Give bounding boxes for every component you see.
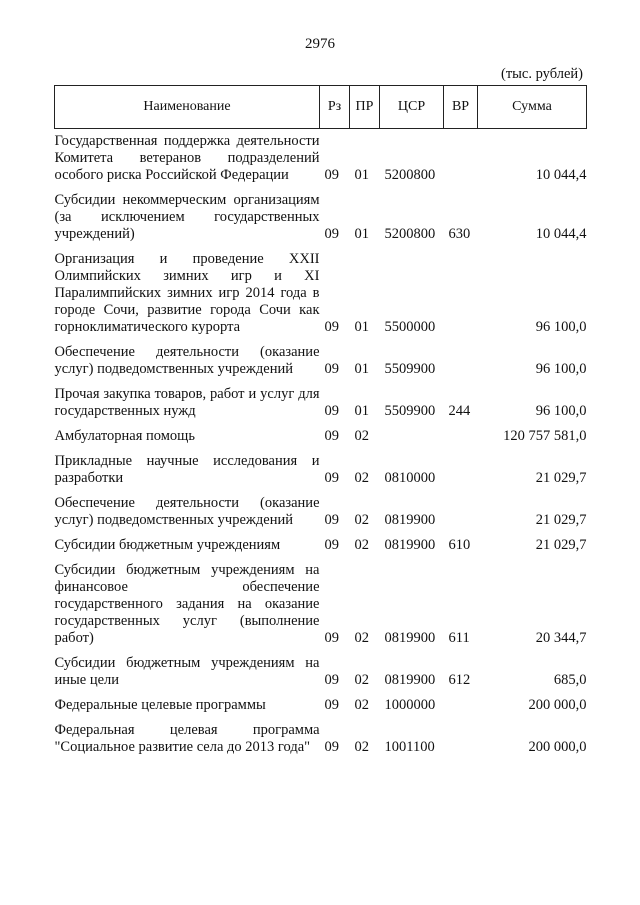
header-name: Наименование (55, 86, 320, 129)
table-row (55, 655, 587, 697)
row-rz: 09 (324, 697, 339, 713)
row-sum: 21 029,7 (535, 512, 587, 528)
header-rz: Рз (320, 86, 350, 129)
table-row (55, 537, 587, 562)
row-sum: 21 029,7 (535, 470, 587, 486)
row-sum: 120 757 581,0 (503, 428, 587, 444)
row-vr: 611 (448, 630, 470, 646)
table-row (55, 428, 587, 453)
row-vr (444, 697, 478, 722)
row-csr: 5500000 (384, 319, 436, 335)
row-rz: 09 (324, 403, 339, 419)
row-sum: 96 100,0 (535, 403, 587, 419)
header-row (55, 86, 587, 129)
table-row (55, 386, 587, 428)
row-pr: 02 (354, 428, 369, 444)
header-vr: ВР (444, 86, 478, 129)
row-sum: 10 044,4 (535, 167, 587, 183)
row-name: Государственная поддержка деятельности Комитета ветеранов подразделений особого риска Российской Федерации (54, 133, 320, 183)
row-csr: 5509900 (384, 361, 436, 377)
row-pr: 02 (354, 630, 369, 646)
row-csr: 1001100 (384, 739, 435, 755)
header-pr: ПР (350, 86, 380, 129)
row-sum: 685,0 (553, 672, 587, 688)
row-name: Федеральные целевые программы (54, 697, 266, 713)
row-name: Амбулаторная помощь (54, 428, 195, 444)
table-body (55, 129, 587, 765)
row-pr: 02 (354, 512, 369, 528)
row-sum: 10 044,4 (535, 226, 587, 242)
row-pr: 01 (354, 361, 369, 377)
table-row (55, 722, 587, 764)
row-name: Федеральная целевая программа "Социальное развитие села до 2013 года" (54, 722, 320, 755)
row-rz: 09 (324, 739, 339, 755)
row-csr: 0819900 (384, 512, 436, 528)
row-sum: 200 000,0 (528, 697, 587, 713)
row-rz: 09 (324, 167, 339, 183)
row-name: Субсидии бюджетным учреждениям на финансовое обеспечение государственного задания на оказание государственных услуг (выполнение работ) (54, 562, 320, 646)
row-pr: 02 (354, 697, 369, 713)
row-rz: 09 (324, 319, 339, 335)
row-csr: 0810000 (384, 470, 436, 486)
row-csr: 0819900 (384, 537, 436, 553)
row-rz: 09 (324, 361, 339, 377)
row-pr: 02 (354, 470, 369, 486)
row-vr: 244 (448, 403, 471, 419)
row-sum: 20 344,7 (535, 630, 587, 646)
table-row (55, 495, 587, 537)
row-rz: 09 (324, 537, 339, 553)
row-name: Прикладные научные исследования и разработки (54, 453, 320, 486)
table-row (55, 453, 587, 495)
row-sum: 21 029,7 (535, 537, 587, 553)
row-csr: 5509900 (384, 403, 436, 419)
row-rz: 09 (324, 630, 339, 646)
row-vr (444, 344, 478, 386)
row-name: Обеспечение деятельности (оказание услуг) подведомственных учреждений (54, 495, 320, 528)
row-name: Прочая закупка товаров, работ и услуг для государственных нужд (54, 386, 320, 419)
row-pr: 01 (354, 226, 369, 242)
table-row (55, 129, 587, 193)
row-csr: 5200800 (384, 226, 436, 242)
row-vr (444, 129, 478, 193)
row-vr: 610 (448, 537, 471, 553)
row-csr: 1000000 (384, 697, 436, 713)
units-label: (тыс. рублей) (501, 66, 583, 82)
row-vr (444, 428, 478, 453)
table-header (55, 86, 587, 129)
row-rz: 09 (324, 226, 339, 242)
row-pr: 01 (354, 403, 369, 419)
row-vr: 630 (448, 226, 471, 242)
table-row (55, 192, 587, 251)
row-name: Субсидии некоммерческим организациям (за исключением государственных учреждений) (54, 192, 320, 242)
row-rz: 09 (324, 672, 339, 688)
row-name: Организация и проведение XXII Олимпийских зимних игр и XI Паралимпийских зимних игр 2014 года в городе Сочи, развитие города Сочи как горноклиматического курорта (54, 251, 320, 335)
table-row (55, 251, 587, 344)
row-sum: 96 100,0 (535, 319, 587, 335)
row-name: Субсидии бюджетным учреждениям на иные цели (54, 655, 320, 688)
table-row (55, 697, 587, 722)
row-pr: 01 (354, 319, 369, 335)
row-name: Субсидии бюджетным учреждениям (54, 537, 281, 553)
row-rz: 09 (324, 512, 339, 528)
row-rz: 09 (324, 470, 339, 486)
row-vr (444, 495, 478, 537)
row-vr: 612 (448, 672, 471, 688)
header-sum: Сумма (478, 86, 587, 129)
row-pr: 02 (354, 672, 369, 688)
row-sum: 200 000,0 (528, 739, 587, 755)
page-number: 2976 (305, 36, 335, 52)
row-csr (380, 428, 444, 453)
table-row (55, 344, 587, 386)
row-rz: 09 (324, 428, 339, 444)
budget-table (54, 85, 587, 764)
row-csr: 5200800 (384, 167, 436, 183)
table-row (55, 562, 587, 655)
row-sum: 96 100,0 (535, 361, 587, 377)
row-csr: 0819900 (384, 672, 436, 688)
row-vr (444, 251, 478, 344)
row-csr: 0819900 (384, 630, 436, 646)
row-pr: 02 (354, 739, 369, 755)
row-name: Обеспечение деятельности (оказание услуг) подведомственных учреждений (54, 344, 320, 377)
row-pr: 02 (354, 537, 369, 553)
row-pr: 01 (354, 167, 369, 183)
row-vr (444, 453, 478, 495)
row-vr (444, 722, 478, 764)
header-csr: ЦСР (380, 86, 444, 129)
